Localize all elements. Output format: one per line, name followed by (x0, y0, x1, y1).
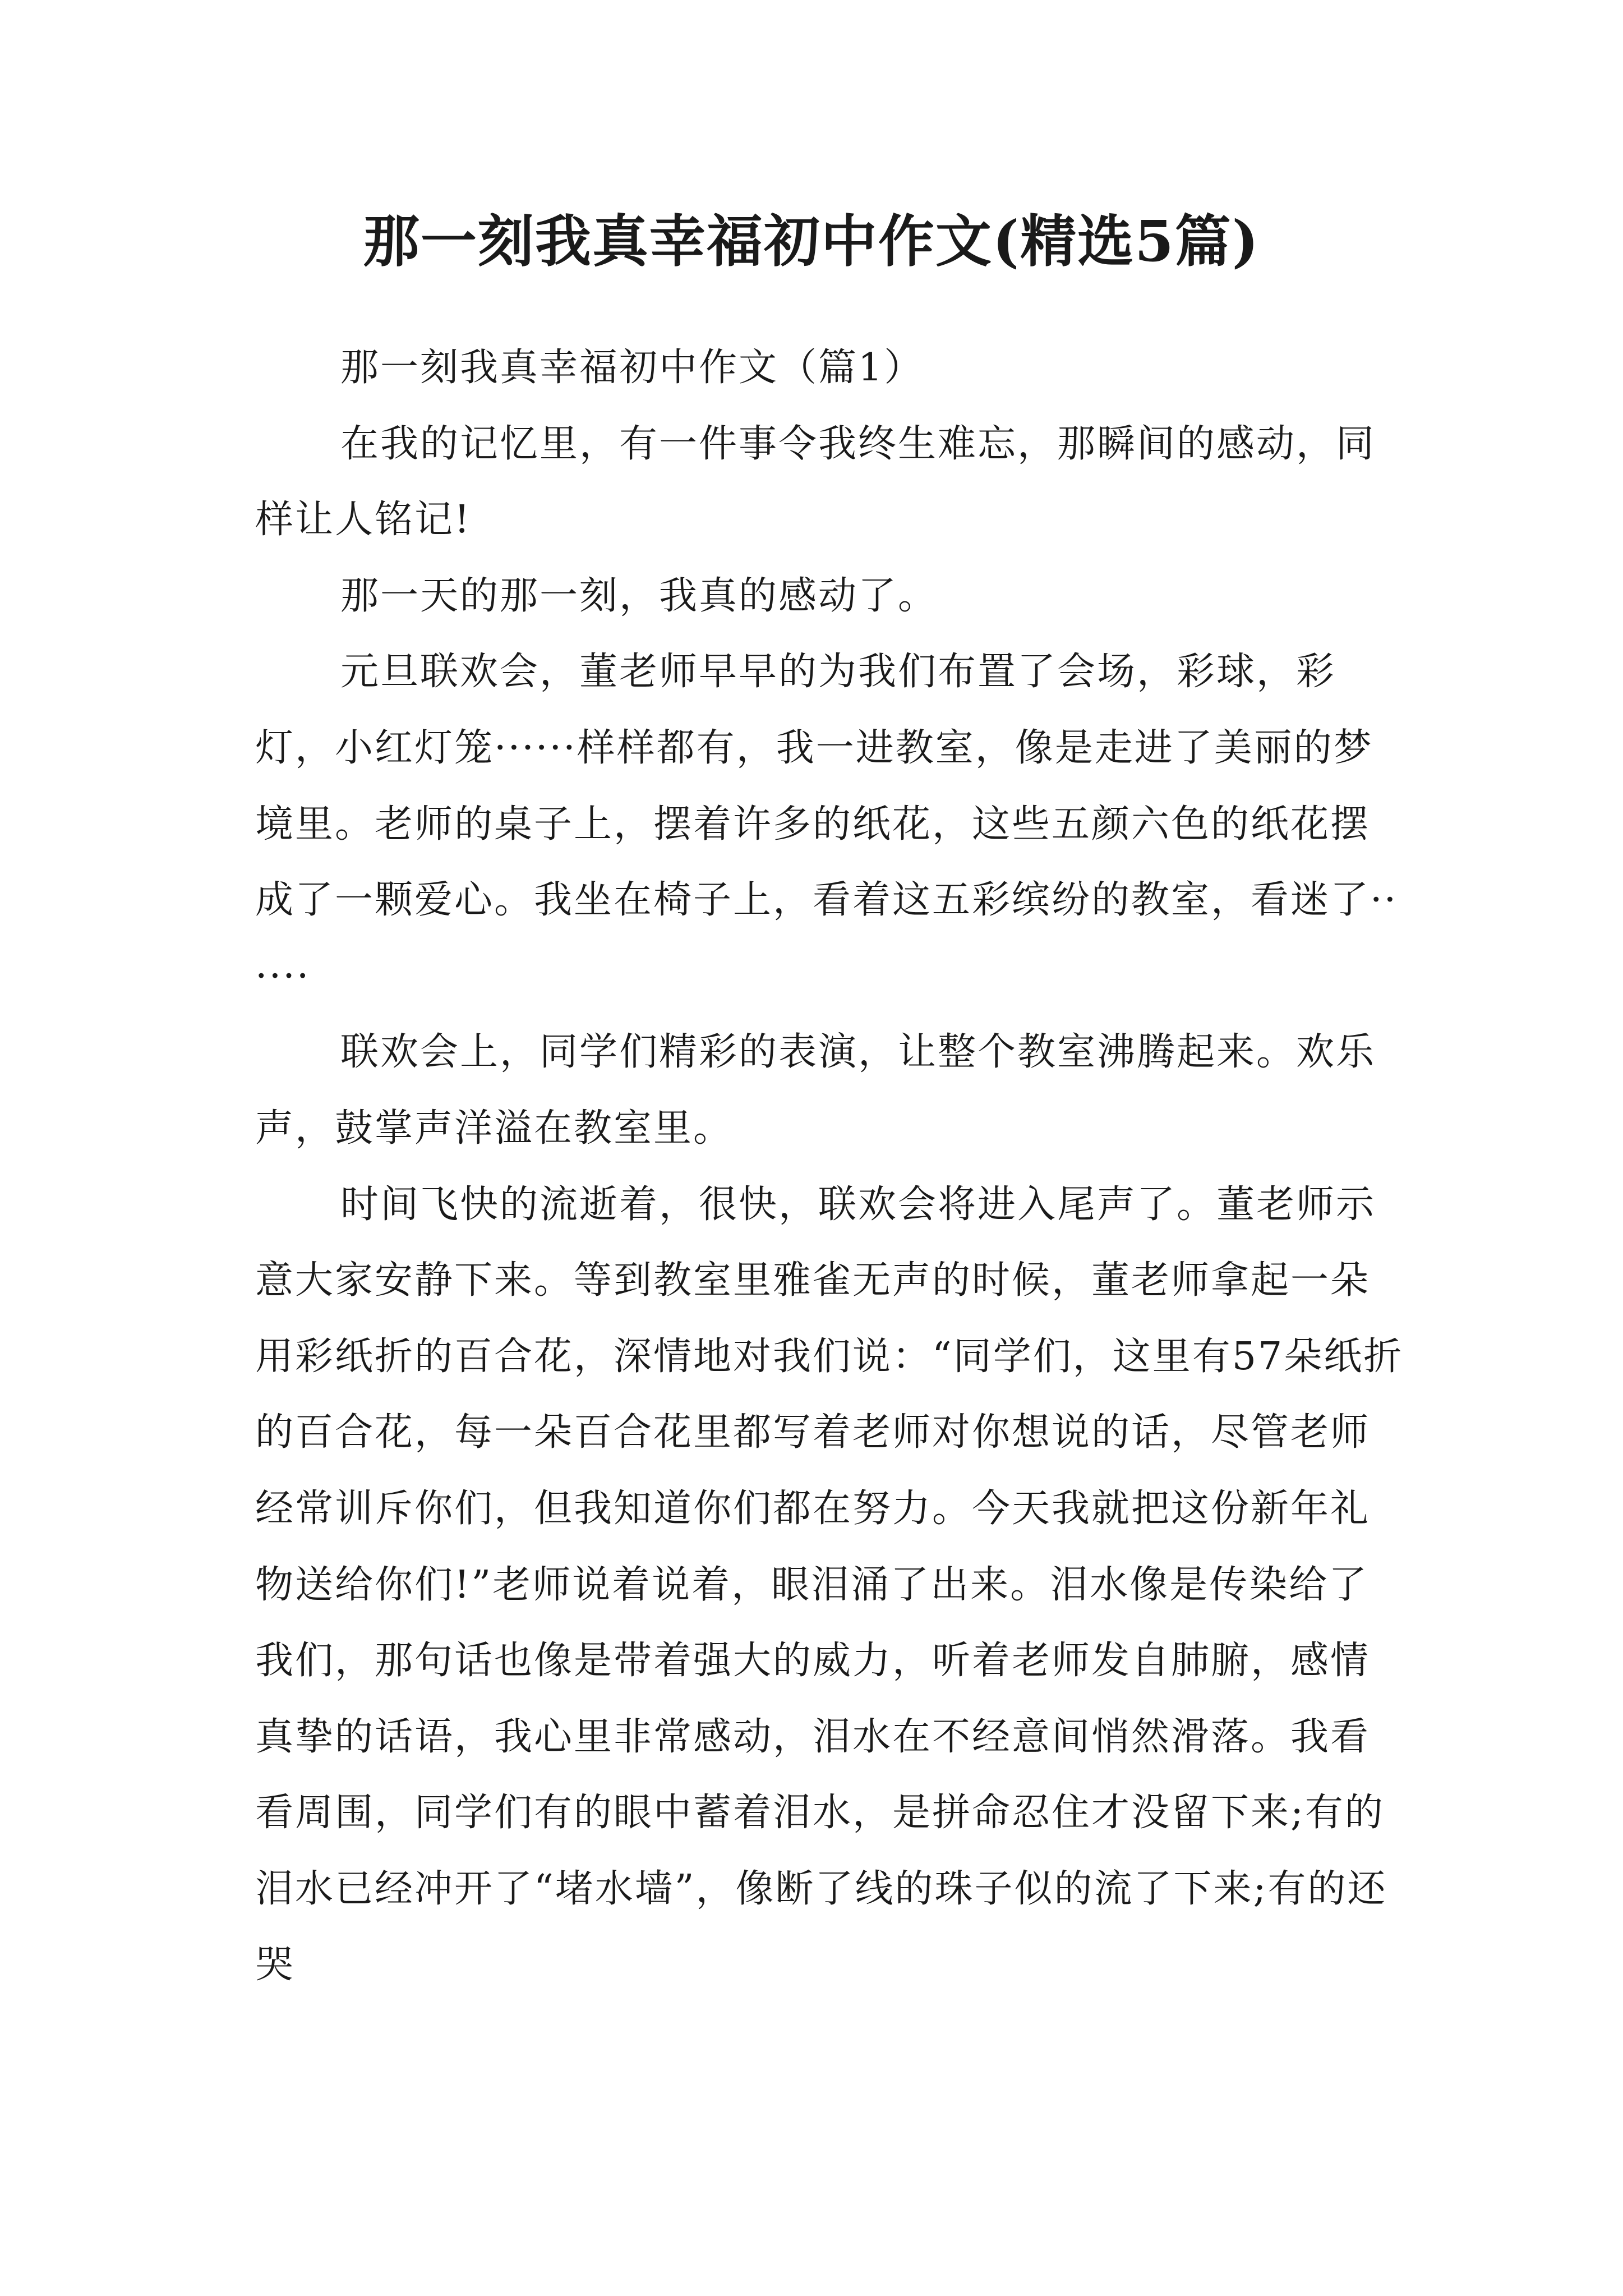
paragraph: 在我的记忆里，有一件事令我终生难忘，那瞬间的感动，同样让人铭记! (255, 421, 1376, 542)
document-title: 那一刻我真幸福初中作文(精选5篇) (363, 208, 1260, 274)
paragraph: 联欢会上，同学们精彩的表演，让整个教室沸腾起来。欢乐声，鼓掌声洋溢在教室里。 (255, 1030, 1376, 1151)
document-body (255, 330, 1405, 2003)
paragraph: 元旦联欢会，董老师早早的为我们布置了会场，彩球，彩灯，小红灯笼······样样都有，我一进教室，像是走进了美丽的梦境里。老师的桌子上，摆着许多的纸花，这些五颜六色的纸花摆成了一颗爱心。我坐在椅子上，看着这五彩缤纷的教室，看迷了······ (255, 650, 1398, 999)
paragraph: 时间飞快的流逝着，很快，联欢会将进入尾声了。董老师示意大家安静下来。等到教室里雅雀无声的时候，董老师拿起一朵用彩纸折的百合花，深情地对我们说：“同学们，这里有57朵纸折的百合花，每一朵百合花里都写着老师对你想说的话，尽管老师经常训斥你们，但我知道你们都在努力。今天我就把这份新年礼物送给你们!”老师说着说着，眼泪涌了出来。泪水像是传染给了我们，那句话也像是带着强大的威力，听着老师发自肺腑，感情真挚的话语，我心里非常感动，泪水在不经意间悄然滑落。我看看周围，同学们有的眼中蓄着泪水，是拼命忍住才没留下来;有的泪水已经冲开了“堵水墙”，像断了线的珠子似的流了下来;有的还哭 (255, 1182, 1404, 1987)
paragraph: 那一天的那一刻，我真的感动了。 (340, 573, 938, 618)
section-heading: 那一刻我真幸福初中作文（篇1） (340, 346, 924, 390)
